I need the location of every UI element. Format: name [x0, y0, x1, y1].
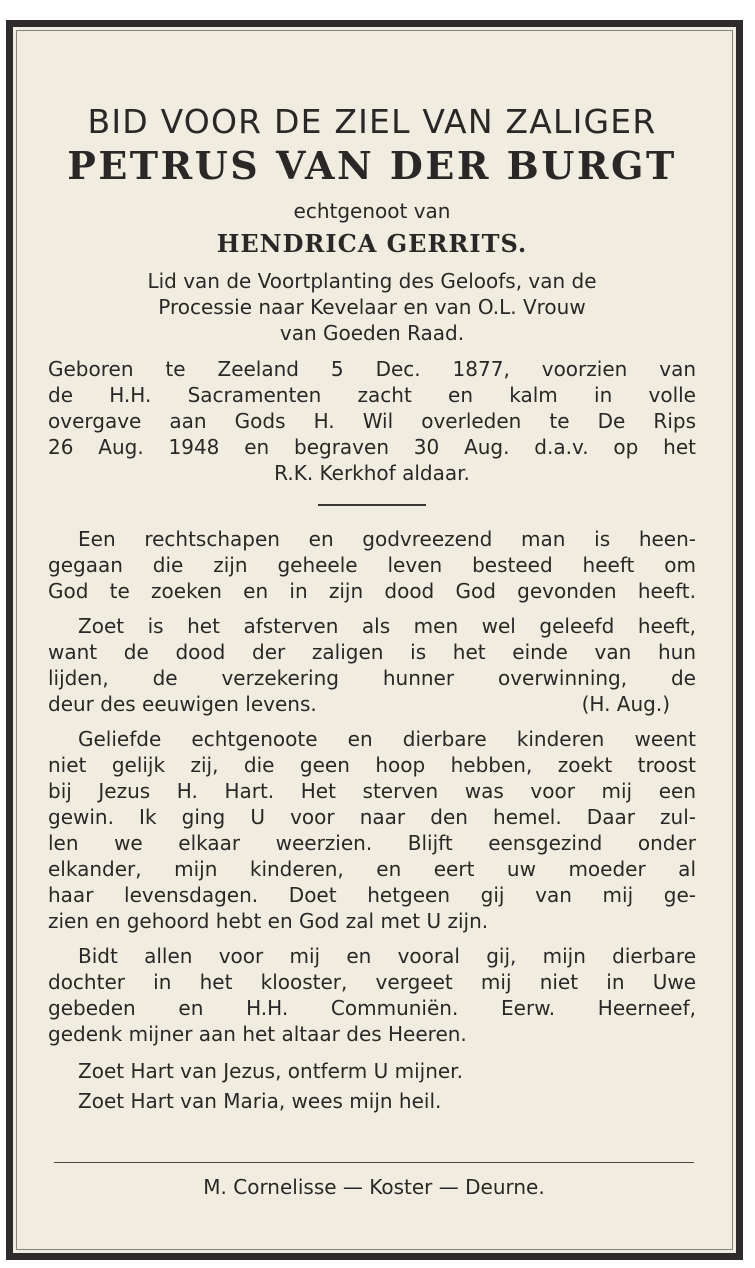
prayer-line: Zoet Hart van Maria, wees mijn heil.	[78, 1089, 442, 1113]
quote-last-line	[48, 691, 696, 717]
paragraph-line: gebeden en H.H. Communiën. Eerw. Heerneef,	[48, 996, 696, 1020]
biography-line: 26 Aug. 1948 en begraven 30 Aug. d.a.v. op het	[48, 435, 696, 459]
prayer-line: Zoet Hart van Jezus, ontferm U mijner.	[78, 1059, 463, 1083]
membership-line: Lid van de Voortplanting des Geloofs, van de	[147, 269, 597, 293]
paragraph-line: niet gelijk zij, die geen hoop hebben, zoekt troost	[48, 753, 696, 777]
paragraph-line: Bidt allen voor mij en vooral gij, mijn dierbare	[78, 944, 696, 968]
heading-intro: BID VOOR DE ZIEL VAN ZALIGER	[87, 102, 657, 141]
paragraph-line: lijden, de verzekering hunner overwinning, de	[48, 666, 696, 690]
quote-attribution: (H. Aug.)	[581, 692, 670, 716]
footer-rule	[54, 1162, 694, 1163]
paragraph-2	[48, 613, 696, 717]
paragraph-line: want de dood der zaligen is het einde van hun	[48, 640, 696, 664]
paragraph-line: God te zoeken en in zijn dood God gevonden heeft.	[48, 579, 696, 603]
paragraph-line: Geliefde echtgenoote en dierbare kinderen weent	[78, 727, 696, 751]
paragraph-line: haar levensdagen. Doet hetgeen gij van mij ge-	[48, 883, 696, 907]
section-divider	[318, 504, 426, 506]
memberships	[48, 268, 696, 346]
membership-line: van Goeden Raad.	[279, 321, 465, 345]
paragraph-line: Een rechtschapen en godvreezend man is heen-	[78, 527, 696, 551]
biography-line: R.K. Kerkhof aldaar.	[274, 461, 470, 485]
paragraph-line: dochter in het klooster, vergeet mij niet in Uwe	[48, 970, 696, 994]
paragraph-1	[48, 526, 696, 604]
paragraph-4	[48, 943, 696, 1047]
paragraph-line: deur des eeuwigen levens.	[48, 692, 317, 716]
spouse-prefix: echtgenoot van	[293, 199, 451, 223]
closing-prayers	[48, 1056, 696, 1116]
paragraph-line: gegaan die zijn geheele leven besteed heeft om	[48, 553, 696, 577]
deceased-name: PETRUS VAN DER BURGT	[67, 143, 677, 188]
paragraph-line: gewin. Ik ging U voor naar den hemel. Daar zul-	[48, 805, 696, 829]
prayer-card	[6, 20, 743, 1260]
paragraph-line: gedenk mijner aan het altaar des Heeren.	[48, 1022, 467, 1046]
biography-line: Geboren te Zeeland 5 Dec. 1877, voorzien van	[48, 357, 696, 381]
biography-line: overgave aan Gods H. Wil overleden te De Rips	[48, 409, 696, 433]
spouse-name: HENDRICA GERRITS.	[216, 229, 528, 258]
paragraph-line: zien en gehoord hebt en God zal met U zijn.	[48, 909, 489, 933]
paragraph-line: len we elkaar weerzien. Blijft eensgezind onder	[48, 831, 696, 855]
paragraph-line: Zoet is het afsterven als men wel geleefd heeft,	[78, 614, 696, 638]
paragraph-line: bij Jezus H. Hart. Het sterven was voor mij een	[48, 779, 696, 803]
membership-line: Processie naar Kevelaar en van O.L. Vrouw	[158, 295, 586, 319]
printer-credit: M. Cornelisse — Koster — Deurne.	[203, 1175, 545, 1199]
card-content	[48, 102, 696, 1116]
paragraph-line: elkander, mijn kinderen, en eert uw moeder al	[48, 857, 696, 881]
biography-line: de H.H. Sacramenten zacht en kalm in volle	[48, 383, 696, 407]
biography	[48, 356, 696, 486]
paragraph-3	[48, 726, 696, 934]
